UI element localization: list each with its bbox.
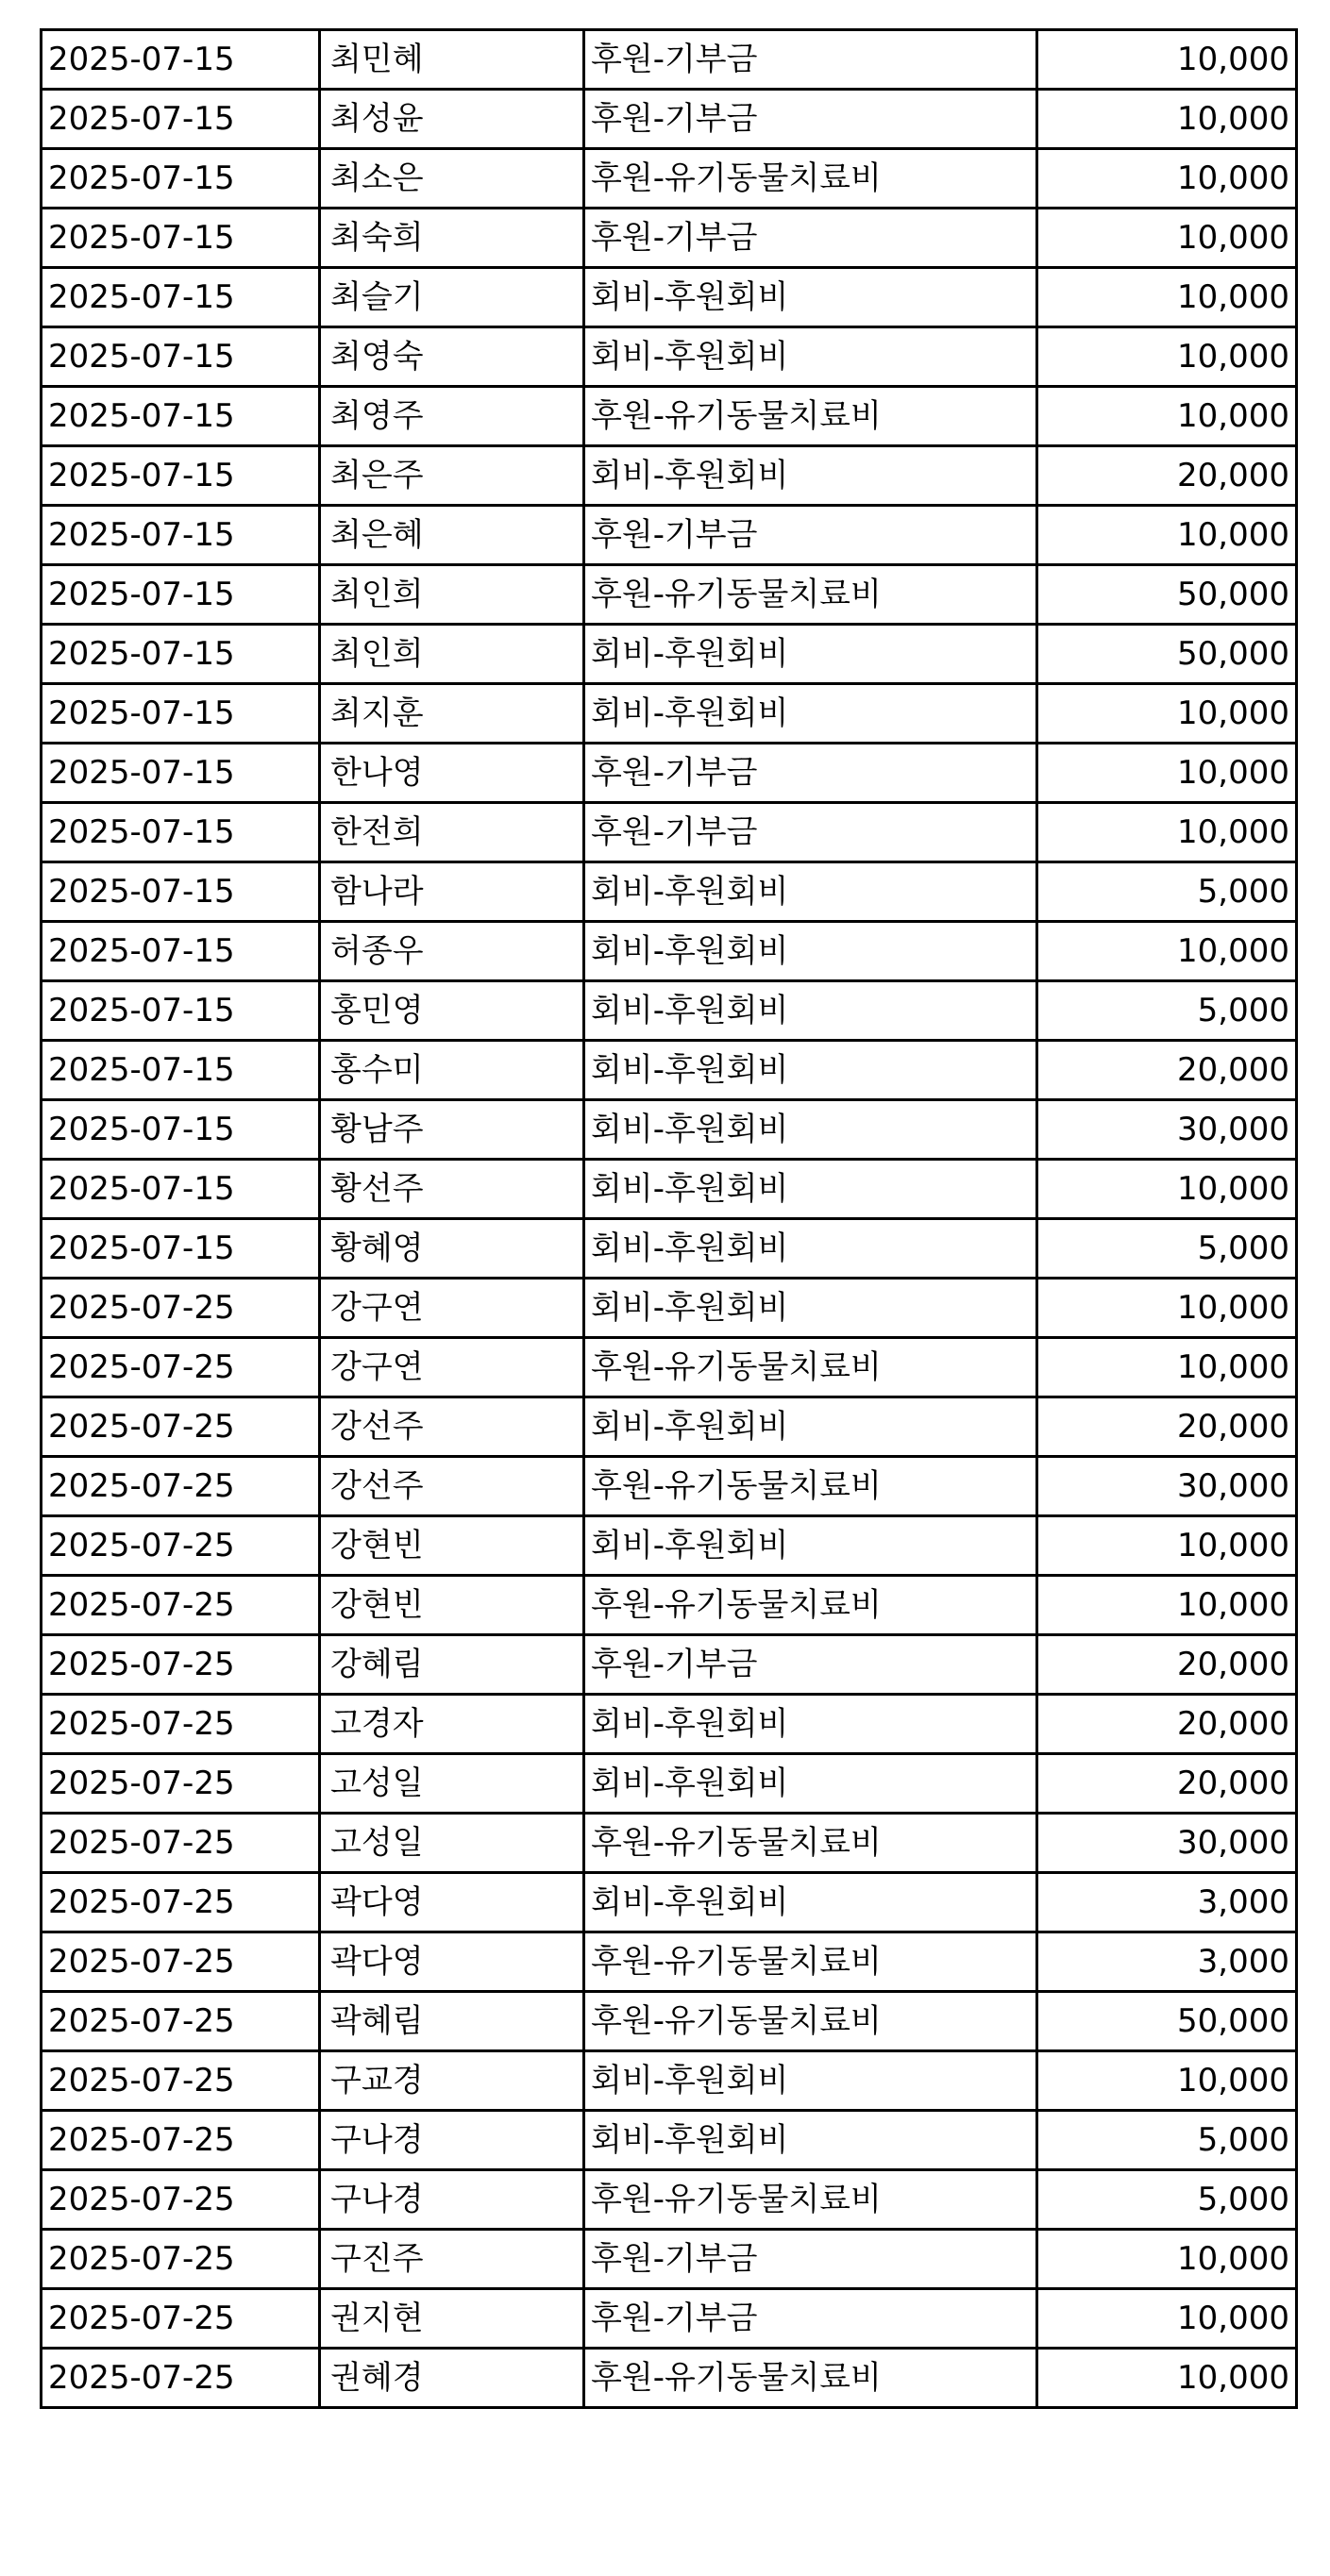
amount-cell: 20,000 <box>1037 1695 1297 1754</box>
donor-name-cell: 최숙희 <box>320 209 584 268</box>
amount-cell: 5,000 <box>1037 2170 1297 2230</box>
date-cell: 2025-07-25 <box>42 1576 320 1635</box>
donor-name-cell: 구나경 <box>320 2111 584 2170</box>
donor-name-cell: 고성일 <box>320 1814 584 1873</box>
date-cell: 2025-07-25 <box>42 1457 320 1516</box>
category-cell: 후원-기부금 <box>584 30 1037 90</box>
table-row <box>42 862 1297 922</box>
category-cell: 후원-기부금 <box>584 1635 1037 1695</box>
category-cell: 회비-후원회비 <box>584 1873 1037 1932</box>
table-row <box>42 1100 1297 1160</box>
donor-name-cell: 고경자 <box>320 1695 584 1754</box>
date-cell: 2025-07-25 <box>42 1635 320 1695</box>
date-cell: 2025-07-25 <box>42 2349 320 2408</box>
category-cell: 후원-기부금 <box>584 506 1037 565</box>
amount-cell: 10,000 <box>1037 387 1297 446</box>
date-cell: 2025-07-15 <box>42 30 320 90</box>
date-cell: 2025-07-15 <box>42 387 320 446</box>
amount-cell: 10,000 <box>1037 149 1297 209</box>
donor-name-cell: 권혜경 <box>320 2349 584 2408</box>
donor-name-cell: 곽다영 <box>320 1932 584 1992</box>
donor-name-cell: 최은혜 <box>320 506 584 565</box>
amount-cell: 5,000 <box>1037 2111 1297 2170</box>
donor-name-cell: 최민혜 <box>320 30 584 90</box>
amount-cell: 10,000 <box>1037 744 1297 803</box>
amount-cell: 10,000 <box>1037 90 1297 149</box>
table-row <box>42 2051 1297 2111</box>
donor-name-cell: 최영주 <box>320 387 584 446</box>
donor-name-cell: 최영숙 <box>320 327 584 387</box>
table-row <box>42 1635 1297 1695</box>
table-row <box>42 2349 1297 2408</box>
table-row <box>42 1516 1297 1576</box>
ledger-body <box>42 30 1297 2408</box>
category-cell: 후원-유기동물치료비 <box>584 1338 1037 1397</box>
donor-name-cell: 최인희 <box>320 625 584 684</box>
table-row <box>42 506 1297 565</box>
amount-cell: 3,000 <box>1037 1932 1297 1992</box>
date-cell: 2025-07-25 <box>42 2170 320 2230</box>
amount-cell: 20,000 <box>1037 1397 1297 1457</box>
donor-name-cell: 강현빈 <box>320 1516 584 1576</box>
donor-name-cell: 구진주 <box>320 2230 584 2289</box>
table-row <box>42 149 1297 209</box>
category-cell: 후원-기부금 <box>584 744 1037 803</box>
amount-cell: 10,000 <box>1037 2349 1297 2408</box>
amount-cell: 50,000 <box>1037 565 1297 625</box>
amount-cell: 20,000 <box>1037 1041 1297 1100</box>
amount-cell: 10,000 <box>1037 1516 1297 1576</box>
category-cell: 후원-유기동물치료비 <box>584 1992 1037 2051</box>
category-cell: 회비-후원회비 <box>584 327 1037 387</box>
donor-name-cell: 강선주 <box>320 1457 584 1516</box>
amount-cell: 10,000 <box>1037 2051 1297 2111</box>
table-row <box>42 1338 1297 1397</box>
donor-name-cell: 최은주 <box>320 446 584 506</box>
amount-cell: 5,000 <box>1037 981 1297 1041</box>
table-row <box>42 1041 1297 1100</box>
table-row <box>42 1397 1297 1457</box>
date-cell: 2025-07-25 <box>42 1695 320 1754</box>
category-cell: 후원-기부금 <box>584 209 1037 268</box>
category-cell: 회비-후원회비 <box>584 2051 1037 2111</box>
table-row <box>42 2230 1297 2289</box>
date-cell: 2025-07-15 <box>42 506 320 565</box>
table-row <box>42 625 1297 684</box>
amount-cell: 10,000 <box>1037 1160 1297 1219</box>
date-cell: 2025-07-15 <box>42 684 320 744</box>
table-row <box>42 1873 1297 1932</box>
category-cell: 회비-후원회비 <box>584 1100 1037 1160</box>
category-cell: 회비-후원회비 <box>584 625 1037 684</box>
table-row <box>42 2289 1297 2349</box>
donor-name-cell: 최지훈 <box>320 684 584 744</box>
table-row <box>42 1695 1297 1754</box>
category-cell: 후원-기부금 <box>584 2289 1037 2349</box>
date-cell: 2025-07-25 <box>42 2230 320 2289</box>
category-cell: 후원-유기동물치료비 <box>584 1814 1037 1873</box>
date-cell: 2025-07-15 <box>42 565 320 625</box>
date-cell: 2025-07-25 <box>42 1873 320 1932</box>
amount-cell: 20,000 <box>1037 1635 1297 1695</box>
date-cell: 2025-07-15 <box>42 1100 320 1160</box>
table-row <box>42 1992 1297 2051</box>
amount-cell: 10,000 <box>1037 684 1297 744</box>
category-cell: 후원-유기동물치료비 <box>584 387 1037 446</box>
category-cell: 후원-유기동물치료비 <box>584 1576 1037 1635</box>
category-cell: 후원-기부금 <box>584 803 1037 862</box>
donor-name-cell: 최인희 <box>320 565 584 625</box>
category-cell: 후원-기부금 <box>584 2230 1037 2289</box>
date-cell: 2025-07-15 <box>42 803 320 862</box>
category-cell: 후원-유기동물치료비 <box>584 1932 1037 1992</box>
amount-cell: 50,000 <box>1037 625 1297 684</box>
date-cell: 2025-07-15 <box>42 268 320 327</box>
table-row <box>42 922 1297 981</box>
donor-name-cell: 고성일 <box>320 1754 584 1814</box>
amount-cell: 50,000 <box>1037 1992 1297 2051</box>
table-row <box>42 1219 1297 1279</box>
donor-name-cell: 홍민영 <box>320 981 584 1041</box>
donor-name-cell: 강구연 <box>320 1279 584 1338</box>
donor-name-cell: 곽혜림 <box>320 1992 584 2051</box>
donor-name-cell: 구교경 <box>320 2051 584 2111</box>
table-row <box>42 2170 1297 2230</box>
date-cell: 2025-07-15 <box>42 744 320 803</box>
date-cell: 2025-07-15 <box>42 981 320 1041</box>
amount-cell: 10,000 <box>1037 2230 1297 2289</box>
amount-cell: 30,000 <box>1037 1457 1297 1516</box>
amount-cell: 30,000 <box>1037 1100 1297 1160</box>
date-cell: 2025-07-25 <box>42 1754 320 1814</box>
amount-cell: 10,000 <box>1037 30 1297 90</box>
donor-name-cell: 강구연 <box>320 1338 584 1397</box>
category-cell: 회비-후원회비 <box>584 2111 1037 2170</box>
category-cell: 후원-유기동물치료비 <box>584 2170 1037 2230</box>
table-row <box>42 803 1297 862</box>
table-row <box>42 387 1297 446</box>
table-row <box>42 327 1297 387</box>
date-cell: 2025-07-25 <box>42 1279 320 1338</box>
date-cell: 2025-07-25 <box>42 2289 320 2349</box>
donation-ledger-table <box>40 28 1298 2409</box>
table-row <box>42 268 1297 327</box>
amount-cell: 5,000 <box>1037 1219 1297 1279</box>
amount-cell: 10,000 <box>1037 922 1297 981</box>
table-row <box>42 565 1297 625</box>
date-cell: 2025-07-25 <box>42 1397 320 1457</box>
amount-cell: 3,000 <box>1037 1873 1297 1932</box>
category-cell: 후원-유기동물치료비 <box>584 2349 1037 2408</box>
date-cell: 2025-07-25 <box>42 2111 320 2170</box>
table-row <box>42 90 1297 149</box>
category-cell: 회비-후원회비 <box>584 1041 1037 1100</box>
table-row <box>42 744 1297 803</box>
donor-name-cell: 황남주 <box>320 1100 584 1160</box>
donor-name-cell: 강현빈 <box>320 1576 584 1635</box>
date-cell: 2025-07-15 <box>42 446 320 506</box>
donor-name-cell: 강혜림 <box>320 1635 584 1695</box>
date-cell: 2025-07-25 <box>42 1338 320 1397</box>
date-cell: 2025-07-25 <box>42 1814 320 1873</box>
amount-cell: 30,000 <box>1037 1814 1297 1873</box>
donor-name-cell: 황혜영 <box>320 1219 584 1279</box>
date-cell: 2025-07-15 <box>42 625 320 684</box>
table-row <box>42 1754 1297 1814</box>
table-row <box>42 2111 1297 2170</box>
donor-name-cell: 최소은 <box>320 149 584 209</box>
date-cell: 2025-07-15 <box>42 1219 320 1279</box>
amount-cell: 10,000 <box>1037 1338 1297 1397</box>
table-row <box>42 684 1297 744</box>
category-cell: 회비-후원회비 <box>584 1754 1037 1814</box>
amount-cell: 10,000 <box>1037 327 1297 387</box>
amount-cell: 20,000 <box>1037 446 1297 506</box>
category-cell: 후원-유기동물치료비 <box>584 1457 1037 1516</box>
date-cell: 2025-07-15 <box>42 922 320 981</box>
category-cell: 회비-후원회비 <box>584 446 1037 506</box>
donor-name-cell: 최슬기 <box>320 268 584 327</box>
category-cell: 회비-후원회비 <box>584 862 1037 922</box>
amount-cell: 10,000 <box>1037 268 1297 327</box>
amount-cell: 10,000 <box>1037 803 1297 862</box>
date-cell: 2025-07-15 <box>42 862 320 922</box>
date-cell: 2025-07-25 <box>42 1932 320 1992</box>
table-row <box>42 1279 1297 1338</box>
date-cell: 2025-07-15 <box>42 327 320 387</box>
category-cell: 후원-기부금 <box>584 90 1037 149</box>
date-cell: 2025-07-25 <box>42 1992 320 2051</box>
table-row <box>42 1814 1297 1873</box>
donor-name-cell: 곽다영 <box>320 1873 584 1932</box>
table-row <box>42 981 1297 1041</box>
donor-name-cell: 황선주 <box>320 1160 584 1219</box>
category-cell: 회비-후원회비 <box>584 981 1037 1041</box>
category-cell: 회비-후원회비 <box>584 1219 1037 1279</box>
donor-name-cell: 한나영 <box>320 744 584 803</box>
date-cell: 2025-07-15 <box>42 90 320 149</box>
table-row <box>42 1576 1297 1635</box>
donor-name-cell: 한전희 <box>320 803 584 862</box>
amount-cell: 10,000 <box>1037 1279 1297 1338</box>
category-cell: 회비-후원회비 <box>584 1397 1037 1457</box>
date-cell: 2025-07-15 <box>42 1160 320 1219</box>
date-cell: 2025-07-15 <box>42 1041 320 1100</box>
amount-cell: 20,000 <box>1037 1754 1297 1814</box>
amount-cell: 10,000 <box>1037 2289 1297 2349</box>
amount-cell: 10,000 <box>1037 1576 1297 1635</box>
table-row <box>42 1160 1297 1219</box>
donor-name-cell: 강선주 <box>320 1397 584 1457</box>
donor-name-cell: 구나경 <box>320 2170 584 2230</box>
donor-name-cell: 최성윤 <box>320 90 584 149</box>
category-cell: 회비-후원회비 <box>584 1695 1037 1754</box>
table-row <box>42 1457 1297 1516</box>
category-cell: 회비-후원회비 <box>584 1160 1037 1219</box>
table-row <box>42 446 1297 506</box>
donor-name-cell: 권지현 <box>320 2289 584 2349</box>
category-cell: 회비-후원회비 <box>584 1279 1037 1338</box>
date-cell: 2025-07-15 <box>42 149 320 209</box>
amount-cell: 10,000 <box>1037 209 1297 268</box>
amount-cell: 5,000 <box>1037 862 1297 922</box>
category-cell: 후원-유기동물치료비 <box>584 149 1037 209</box>
category-cell: 회비-후원회비 <box>584 1516 1037 1576</box>
category-cell: 후원-유기동물치료비 <box>584 565 1037 625</box>
category-cell: 회비-후원회비 <box>584 684 1037 744</box>
date-cell: 2025-07-25 <box>42 1516 320 1576</box>
donor-name-cell: 허종우 <box>320 922 584 981</box>
donor-name-cell: 함나라 <box>320 862 584 922</box>
date-cell: 2025-07-25 <box>42 2051 320 2111</box>
table-row <box>42 209 1297 268</box>
table-row <box>42 30 1297 90</box>
table-row <box>42 1932 1297 1992</box>
amount-cell: 10,000 <box>1037 506 1297 565</box>
category-cell: 회비-후원회비 <box>584 268 1037 327</box>
category-cell: 회비-후원회비 <box>584 922 1037 981</box>
date-cell: 2025-07-15 <box>42 209 320 268</box>
donor-name-cell: 홍수미 <box>320 1041 584 1100</box>
